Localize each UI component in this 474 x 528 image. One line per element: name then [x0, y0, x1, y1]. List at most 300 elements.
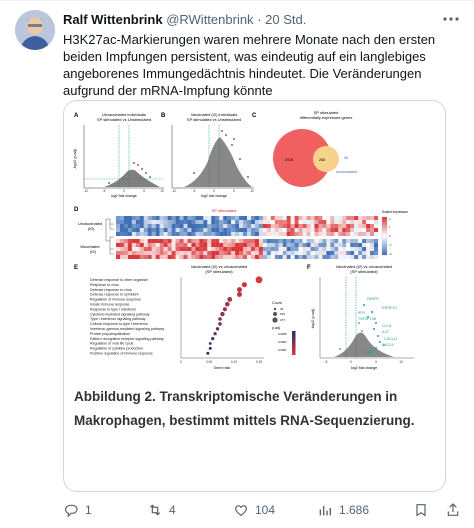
heatmap-cell — [322, 255, 326, 259]
heatmap-cell — [350, 224, 354, 228]
heatmap-cell — [322, 239, 326, 243]
heatmap-cell — [271, 216, 275, 220]
heatmap-cell — [303, 255, 307, 259]
heatmap-cell — [354, 243, 358, 247]
pathway-dot — [209, 347, 212, 350]
heatmap-cell — [160, 239, 164, 243]
heatmap-cell — [187, 243, 191, 247]
heatmap-cell — [259, 251, 263, 255]
heatmap-cell — [243, 216, 247, 220]
heatmap-cell — [318, 216, 322, 220]
heatmap-cell — [116, 243, 120, 247]
heatmap-cell — [199, 243, 203, 247]
heatmap-cell — [326, 239, 330, 243]
heatmap-cell — [370, 224, 374, 228]
heatmap-cell — [180, 232, 184, 236]
heatmap-row-label-1b: (t0) — [88, 226, 94, 231]
pathway-dot — [223, 307, 227, 311]
heatmap-cell — [342, 232, 346, 236]
panel-b-title-1: Vaccinated (t2) individuals — [190, 112, 238, 117]
heatmap-row-label-1: Unvaccinated — [78, 221, 103, 226]
pathway-dot — [218, 317, 222, 321]
heatmap-cell — [358, 251, 362, 255]
heatmap-cell — [168, 216, 172, 220]
heatmap-cell — [164, 224, 168, 228]
heatmap-cell — [299, 220, 303, 224]
heatmap-cell — [180, 255, 184, 259]
heatmap-cell — [362, 224, 366, 228]
heatmap-cell — [303, 251, 307, 255]
heatmap-cell — [299, 251, 303, 255]
pathway-label: Interferon-gamma-mediated signaling pathway — [90, 327, 165, 331]
heatmap-cell — [287, 220, 291, 224]
heatmap-cell — [307, 247, 311, 251]
panel-f-xtick: 10 — [399, 360, 403, 364]
heatmap-cell — [128, 243, 132, 247]
heatmap-cell — [180, 251, 184, 255]
heatmap-cell — [116, 232, 120, 236]
heatmap-cell — [334, 243, 338, 247]
reply-button[interactable] — [63, 499, 92, 521]
heatmap-cell — [318, 239, 322, 243]
gene-label: IRF1 — [358, 311, 366, 315]
heatmap-cell — [120, 239, 124, 243]
heatmap-cell — [291, 247, 295, 251]
heatmap-cell — [183, 228, 187, 232]
heatmap-cell — [283, 216, 287, 220]
heatmap-cell — [255, 220, 259, 224]
panel-f-xtick: 5 — [375, 360, 377, 364]
pathway-dot — [209, 342, 212, 345]
heatmap-cell — [251, 255, 255, 259]
heatmap-cell — [330, 224, 334, 228]
heatmap-cell — [259, 228, 263, 232]
heatmap-cell — [183, 247, 187, 251]
heatmap-cell — [136, 243, 140, 247]
retweet-count: 4 — [169, 503, 176, 517]
heatmap-cell — [180, 220, 184, 224]
heatmap-cell — [215, 220, 219, 224]
heatmap-cell — [366, 228, 370, 232]
ellipsis-icon[interactable] — [442, 10, 460, 32]
heatmap-cell — [120, 232, 124, 236]
heatmap-cell — [227, 232, 231, 236]
heatmap-cell — [152, 216, 156, 220]
heatmap-cell — [338, 228, 342, 232]
heatmap-cell — [322, 228, 326, 232]
heatmap-cell — [267, 243, 271, 247]
heatmap-cell — [195, 239, 199, 243]
heatmap-cell — [128, 224, 132, 228]
heatmap-cell — [291, 216, 295, 220]
heatmap-cell — [164, 243, 168, 247]
heatmap-cell — [132, 239, 136, 243]
heatmap-cell — [132, 220, 136, 224]
heatmap-cell — [267, 220, 271, 224]
heatmap-cell — [176, 232, 180, 236]
heatmap-cell — [370, 228, 374, 232]
heatmap-cell — [168, 251, 172, 255]
heatmap-cell — [267, 232, 271, 236]
heatmap-cell — [128, 220, 132, 224]
heatmap-cell — [168, 255, 172, 259]
heatmap-cell — [330, 251, 334, 255]
heatmap-cell — [199, 251, 203, 255]
heatmap-cell — [303, 243, 307, 247]
heatmap-cell — [183, 216, 187, 220]
heatmap-cell — [338, 251, 342, 255]
heatmap-cell — [291, 239, 295, 243]
heatmap-cell — [311, 239, 315, 243]
heatmap-cell — [180, 216, 184, 220]
heatmap-row-label-2: Vaccinated — [80, 244, 100, 249]
heatmap-cell — [251, 251, 255, 255]
heatmap-cell — [132, 216, 136, 220]
heatmap-cell — [287, 243, 291, 247]
pathway-dot — [220, 312, 224, 316]
heatmap-cell — [199, 216, 203, 220]
heatmap-cell — [354, 232, 358, 236]
heatmap-cell — [263, 228, 267, 232]
heatmap-cell — [164, 216, 168, 220]
heatmap-cell — [342, 216, 346, 220]
heatmap-cell — [203, 220, 207, 224]
heatmap-cell — [251, 216, 255, 220]
heatmap-cell — [370, 220, 374, 224]
heatmap-cell — [295, 224, 299, 228]
heatmap-cell — [207, 216, 211, 220]
heatmap-cell — [187, 228, 191, 232]
heatmap-cell — [231, 239, 235, 243]
tweet-text: H3K27ac-Markierungen waren mehrere Monate nach den ersten beiden Impfungen persistent, was eindeutig auf ein langlebiges angeborenes Immungedächtnis hindeutet. Die Veränderungen aufgrund der mRNA-Impfung könnte — [63, 32, 436, 98]
heatmap-cell — [374, 239, 378, 243]
heatmap-cell — [183, 243, 187, 247]
heatmap-cell — [311, 232, 315, 236]
heatmap-cell — [140, 239, 144, 243]
heatmap-cell — [215, 216, 219, 220]
heatmap-cell — [366, 232, 370, 236]
heatmap-cell — [176, 255, 180, 259]
panel-b-plot — [172, 125, 254, 188]
heatmap-cell — [374, 255, 378, 259]
heatmap-cell — [140, 255, 144, 259]
panel-e-legend — [272, 301, 296, 355]
panel-f-xlabel: log2 fold change — [350, 366, 378, 370]
heatmap-cell — [251, 243, 255, 247]
heatmap-cell — [235, 255, 239, 259]
heatmap-cell — [160, 224, 164, 228]
heatmap-cell — [370, 216, 374, 220]
heatmap-cell — [299, 243, 303, 247]
heatmap-cell — [334, 228, 338, 232]
heatmap-cell — [295, 255, 299, 259]
heatmap-cell — [120, 255, 124, 259]
like-button[interactable] — [233, 499, 275, 521]
heatmap-cell — [239, 220, 243, 224]
heatmap-cell — [342, 239, 346, 243]
scale-tick: -2 — [389, 252, 392, 256]
pathway-dot — [242, 282, 247, 287]
heatmap-cell — [342, 247, 346, 251]
heatmap-cell — [342, 228, 346, 232]
heatmap-cell — [243, 251, 247, 255]
heatmap-cell — [144, 228, 148, 232]
heatmap-cell — [120, 224, 124, 228]
heatmap-cell — [136, 255, 140, 259]
panel-d-letter: D — [74, 207, 79, 213]
panel-e-xtick: 0 — [180, 360, 182, 364]
heatmap-cell — [354, 251, 358, 255]
avatar-image — [15, 10, 55, 50]
heatmap-cell — [140, 232, 144, 236]
heatmap-cell — [330, 243, 334, 247]
heatmap-cell — [314, 216, 318, 220]
heatmap-cell — [318, 247, 322, 251]
panel-e-plot — [181, 277, 264, 358]
heatmap-cell — [120, 228, 124, 232]
heatmap-cell — [120, 220, 124, 224]
heatmap-cell — [120, 243, 124, 247]
retweet-button[interactable] — [147, 499, 176, 521]
heatmap-cell — [283, 220, 287, 224]
heatmap-cell — [307, 239, 311, 243]
heatmap-cell — [271, 232, 275, 236]
heatmap-cell — [136, 216, 140, 220]
heatmap-cell — [267, 228, 271, 232]
heatmap-cell — [255, 255, 259, 259]
heatmap-cell — [203, 243, 207, 247]
heatmap-cell — [303, 247, 307, 251]
heatmap-cell — [227, 216, 231, 220]
heatmap-cell — [279, 220, 283, 224]
heatmap-cell — [267, 247, 271, 251]
legend-p-value: 0.0005 — [278, 332, 287, 336]
pathway-dot — [214, 332, 217, 335]
heatmap-cell — [187, 251, 191, 255]
heatmap-cell — [299, 228, 303, 232]
heatmap-cell — [132, 247, 136, 251]
heatmap-cell — [136, 220, 140, 224]
heatmap-cell — [255, 216, 259, 220]
heatmap-cell — [358, 232, 362, 236]
heatmap-cell — [239, 251, 243, 255]
heatmap-cell — [263, 239, 267, 243]
figure-image — [64, 101, 445, 381]
heatmap-cell — [195, 251, 199, 255]
heatmap-cell — [346, 232, 350, 236]
heatmap-cell — [203, 224, 207, 228]
heatmap-cell — [287, 255, 291, 259]
heatmap-cell — [311, 243, 315, 247]
heatmap-cell — [338, 224, 342, 228]
heatmap-cell — [354, 239, 358, 243]
heatmap-cell — [374, 228, 378, 232]
scale-tick: -1 — [389, 243, 392, 247]
heatmap-cell — [172, 216, 176, 220]
heatmap-cell — [314, 243, 318, 247]
heatmap-cell — [168, 247, 172, 251]
heatmap-cell — [247, 220, 251, 224]
heatmap-cell — [227, 243, 231, 247]
heatmap-cell — [128, 216, 132, 220]
heatmap-cell — [322, 216, 326, 220]
pathway-label: Response to virus — [90, 282, 119, 287]
panel-b-xtick: 5 — [233, 189, 235, 193]
heatmap-cell — [314, 220, 318, 224]
heatmap-cell — [223, 251, 227, 255]
heatmap-cell — [180, 239, 184, 243]
heatmap-cell — [275, 224, 279, 228]
heatmap-cell — [295, 228, 299, 232]
heatmap-cell — [207, 251, 211, 255]
heatmap-cell — [247, 251, 251, 255]
heatmap-cell — [207, 228, 211, 232]
pathway-label: Defense response to symbiont — [90, 292, 139, 297]
heatmap-cell — [354, 228, 358, 232]
heatmap-cell — [168, 243, 172, 247]
heatmap-cell — [136, 247, 140, 251]
share-button[interactable] — [445, 499, 461, 521]
heatmap-cell — [251, 224, 255, 228]
heatmap-cell — [191, 224, 195, 228]
heatmap-cell — [227, 255, 231, 259]
heatmap-cell — [235, 232, 239, 236]
heatmap-cell — [318, 251, 322, 255]
heatmap-cell — [314, 251, 318, 255]
heatmap-cell — [366, 220, 370, 224]
venn-right-value: 58 — [344, 156, 348, 160]
heatmap-cell — [235, 228, 239, 232]
heatmap-cell — [338, 220, 342, 224]
heatmap-cell — [183, 239, 187, 243]
heatmap-cell — [172, 220, 176, 224]
heatmap-cell — [342, 220, 346, 224]
heatmap-cell — [362, 243, 366, 247]
heatmap-cell — [239, 239, 243, 243]
heatmap-cell — [239, 232, 243, 236]
heatmap-cell — [152, 228, 156, 232]
heatmap-cell — [279, 239, 283, 243]
heatmap-cell — [255, 239, 259, 243]
heatmap-cell — [124, 228, 128, 232]
heatmap-cell — [334, 224, 338, 228]
pathway-dot — [211, 337, 214, 340]
views-button[interactable] — [317, 499, 369, 521]
heatmap-cell — [144, 239, 148, 243]
author-handle[interactable]: @RWittenbrink — [166, 12, 254, 27]
heatmap-cell — [223, 232, 227, 236]
heatmap-cell — [132, 232, 136, 236]
heatmap-cell — [366, 255, 370, 259]
panel-b-xtick: -10 — [171, 189, 177, 193]
panel-a-ylabel: -log10 (p-adj) — [73, 148, 77, 170]
heatmap-cell — [342, 255, 346, 259]
heatmap-cell — [136, 228, 140, 232]
heatmap-cell — [247, 239, 251, 243]
reply-icon — [63, 502, 79, 518]
heatmap-cell — [307, 255, 311, 259]
heatmap-cell — [374, 251, 378, 255]
heatmap-cell — [346, 247, 350, 251]
heatmap-cell — [156, 247, 160, 251]
heatmap-cell — [247, 228, 251, 232]
panel-a-xlabel: log2 fold change — [111, 194, 137, 198]
heatmap-cell — [350, 239, 354, 243]
heatmap-cell — [366, 224, 370, 228]
heatmap-cell — [144, 251, 148, 255]
heatmap-cell — [191, 243, 195, 247]
heatmap-cell — [235, 216, 239, 220]
heatmap-cell — [271, 224, 275, 228]
pathway-label: Pattern recognition receptor signaling pathway — [90, 336, 164, 341]
heatmap-cell — [370, 239, 374, 243]
heatmap-cell — [219, 239, 223, 243]
heatmap-cell — [128, 232, 132, 236]
heatmap-cell — [172, 239, 176, 243]
heatmap-cell — [283, 239, 287, 243]
heatmap-cell — [251, 220, 255, 224]
heatmap-cell — [322, 251, 326, 255]
heatmap-cell — [299, 239, 303, 243]
heatmap-cell — [251, 228, 255, 232]
heatmap-cell — [330, 255, 334, 259]
pathway-label: Regulation of viral life cycle — [90, 341, 134, 346]
heatmap-cell — [303, 228, 307, 232]
media-card[interactable] — [63, 100, 446, 492]
heatmap-cell — [314, 232, 318, 236]
scale-tick: 1 — [389, 225, 391, 229]
heatmap-cell — [183, 224, 187, 228]
heatmap-cell — [243, 224, 247, 228]
heatmap-cell — [255, 243, 259, 247]
heatmap-cell — [346, 216, 350, 220]
panel-e-xtick: 0.10 — [230, 360, 238, 364]
figure-caption: Abbildung 2. Transkriptomische Veränderungen in Makrophagen, bestimmt mittels RNA-Sequenzierung. — [74, 389, 415, 428]
heatmap-cell — [370, 255, 374, 259]
heatmap-cell — [215, 251, 219, 255]
heatmap-cell — [168, 228, 172, 232]
heatmap-cell — [156, 251, 160, 255]
avatar[interactable] — [15, 10, 55, 50]
heatmap-cell — [318, 224, 322, 228]
heatmap — [116, 216, 378, 259]
heatmap-cell — [295, 232, 299, 236]
heatmap-cell — [330, 220, 334, 224]
panel-c-title-2: differentially expressed genes — [299, 115, 353, 120]
heatmap-cell — [287, 224, 291, 228]
panel-e-title-1: Vaccinated (t2) vs unvaccinated — [190, 264, 248, 269]
timestamp[interactable]: 20 Std. — [265, 12, 307, 27]
heatmap-cell — [191, 232, 195, 236]
author-name[interactable]: Ralf Wittenbrink — [63, 12, 163, 27]
heatmap-cell — [303, 239, 307, 243]
venn-left-value: 2018 — [285, 158, 293, 162]
bookmark-button[interactable] — [413, 499, 429, 521]
venn-overlap-value: 268 — [319, 158, 325, 162]
scale-tick: 0 — [389, 234, 391, 238]
heatmap-cell — [227, 220, 231, 224]
heatmap-cell — [148, 224, 152, 228]
gene-label: TNFSF13B — [358, 317, 376, 321]
heatmap-cell — [148, 239, 152, 243]
heatmap-cell — [263, 224, 267, 228]
heatmap-cell — [259, 224, 263, 228]
heatmap-cell — [235, 251, 239, 255]
heatmap-cell — [160, 243, 164, 247]
heatmap-cell — [362, 251, 366, 255]
heatmap-cell — [311, 251, 315, 255]
pathway-label: Type I interferon signaling pathway — [90, 317, 146, 322]
